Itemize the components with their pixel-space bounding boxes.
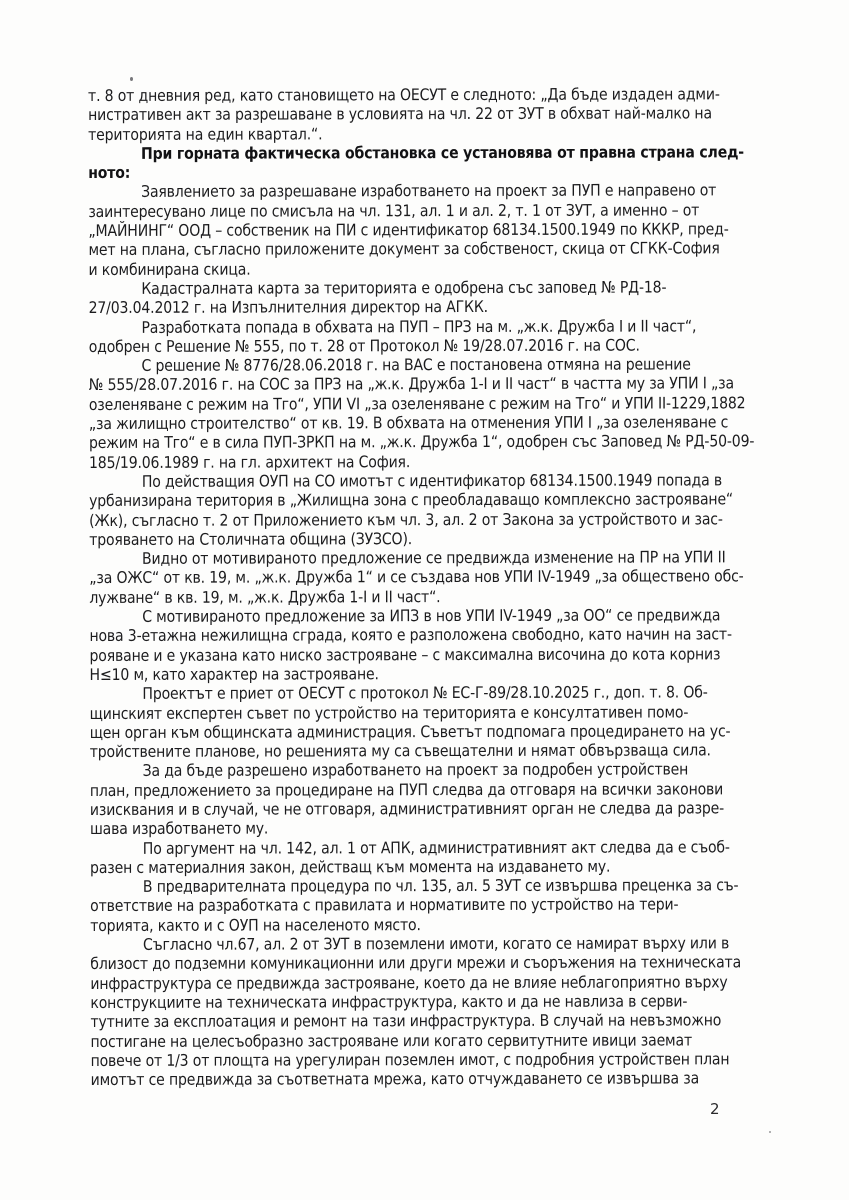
text-line: инфраструктура се предвижда застрояване, което да не влияе неблагоприятно върху	[90, 971, 728, 993]
text-line: шава изработването му.	[89, 818, 269, 839]
text-line: „за ОЖС“ от кв. 19, м. „ж.к. Дружба 1“ и се създава нов УПИ IV-1949 „за обществено обс-	[89, 566, 744, 588]
text-line: територията на един квартал.“.	[88, 123, 323, 144]
scan-speck	[130, 77, 133, 81]
document-text	[88, 84, 791, 1089]
text-line: постигане на целесъобразно застрояване или когато сервитутните ивици заемат	[90, 1029, 692, 1051]
text-line: щинският експертен съвет по устройство на територията е консултативен помо-	[89, 701, 689, 723]
text-line: (Жк), съгласно т. 2 от Приложението към чл. 3, ал. 2 от Закона за устройството и зас-	[89, 508, 723, 530]
text-line: конструкциите на техническата инфраструктура, както и да не навлиза в серви-	[90, 991, 688, 1012]
text-line: изисквания и в случай, че не отговаря, административният орган не следва да разре-	[89, 798, 725, 819]
text-line: тутните за експлоатация и ремонт на тази инфраструктура. В случай на невъзможно	[90, 1010, 722, 1032]
text-line: 185/19.06.1989 г. на гл. архитект на София.	[88, 451, 411, 472]
text-line: и комбинирана скица.	[88, 259, 251, 279]
text-line: тройствените планове, но решенията му са съвещателни и нямат обвързваща сила.	[89, 740, 711, 762]
text-line: повече от 1/3 от площта на урегулиран поземлен имот, с подробния устройствен план	[90, 1049, 730, 1070]
text-line: С мотивираното предложение за ИПЗ в нов УПИ IV-1949 „за ОО“ се предвижда	[142, 605, 721, 626]
text-line: нистративен акт за разрешаване в условията на чл. 22 от ЗУТ в обхват най-малко на	[88, 103, 712, 125]
text-line: „за жилищно строителство“ от кв. 19. В обхвата на отменения УПИ I „за озеленяване с	[88, 412, 729, 434]
text-line: В предварителната процедура по чл. 135, ал. 5 ЗУТ се извършва преценка за съ-	[142, 875, 739, 897]
text-line: лужване“ в кв. 19, м. „ж.к. Дружба 1-I и II част“.	[89, 586, 441, 607]
text-line: рояване и е указана като ниско застрояване – с максимална височина до кота корниз	[89, 643, 721, 665]
text-line: 27/03.04.2012 г. на Изпълнителния директор на АГКК.	[88, 297, 488, 318]
text-line: т. 8 от дневния ред, като становището на ОЕСУТ е следното: „Да бъде издаден адми-	[88, 84, 720, 105]
text-line: Заявлението за разрешаване изработването на проект за ПУП е направено от	[141, 180, 717, 202]
text-line: имотът се предвижда за съответната мрежа, като отчуждаването се извършва за	[90, 1068, 700, 1090]
text-line: Видно от мотивираното предложение се предвижда изменение на ПР на УПИ II	[142, 547, 726, 568]
text-line: Проектът е приет от ОЕСУТ с протокол № ЕС-Г-89/28.10.2025 г., доп. т. 8. Об-	[142, 682, 708, 704]
text-line: Разработката попада в обхвата на ПУП – ПРЗ на м. „ж.к. Дружба I и II част“,	[141, 315, 697, 337]
text-line: щен орган към общинската администрация. Съветът подпомага процедирането на ус-	[89, 721, 731, 742]
text-line: урбанизирана територия в „Жилищна зона с преобладаващо комплексно застрояване“	[89, 489, 734, 511]
text-line: торията, както и с ОУП на населеното място.	[90, 914, 421, 935]
text-line: разен с материалния закон, действащ към момента на издаването му.	[90, 856, 611, 877]
text-line: режим на Тго“ е в сила ПУП-ЗРКП на м. „ж.к. Дружба 1“, одобрен със Заповед № РД-50-09-	[88, 431, 755, 453]
text-line: ното:	[88, 163, 131, 183]
text-line: „МАЙНИНГ“ ООД – собственик на ПИ с идентификатор 68134.1500.1949 по КККР, пред-	[88, 219, 729, 241]
text-line: Съгласно чл.67, ал. 2 от ЗУТ в поземлени имоти, когато се намират върху или в	[143, 933, 730, 954]
text-line: Н≤10 м, като характер на застрояване.	[89, 664, 379, 684]
text-line: заинтересувано лице по смисъла на чл. 131, ал. 1 и ал. 2, т. 1 от ЗУТ, а именно – от	[88, 200, 700, 221]
text-line: трояването на Столичната община (ЗУЗСО).	[89, 528, 413, 549]
text-line: За да бъде разрешено изработването на проект за подробен устройствен	[142, 759, 689, 781]
text-line: одобрен с Решение № 555, по т. 28 от Протокол № 19/28.07.2016 г. на СОС.	[88, 335, 640, 356]
text-line: озеленяване с режим на Тго“, УПИ VI „за озеленяване с режим на Тго“ и УПИ II-1229,1882	[88, 393, 746, 414]
text-line: По аргумент на чл. 142, ал. 1 от АПК, административният акт следва да е съоб-	[142, 836, 730, 858]
page-number: 2	[710, 1100, 720, 1118]
text-line: ответствие на разработката с правилата и нормативите по устройство на тери-	[90, 894, 679, 916]
text-line: Кадастралната карта за територията е одобрена със заповед № РД-18-	[141, 277, 667, 298]
text-line: № 555/28.07.2016 г. на СОС за ПРЗ на „ж.к. Дружба 1-I и II част“ в частта му за УПИ I „за	[88, 373, 734, 395]
text-line: близост до подземни комуникационни или други мрежи и съоръжения на техническата	[90, 952, 742, 974]
text-line: нова 3-етажна нежилищна сграда, която е разположена свободно, като начин на заст-	[89, 624, 732, 646]
text-line: При горната фактическа обстановка се установява от правна страна след-	[140, 142, 744, 163]
scan-speck	[769, 1131, 771, 1133]
text-line: По действащия ОУП на СО имотът с идентификатор 68134.1500.1949 попада в	[141, 470, 723, 491]
text-line: план, предложението за процедиране на ПУП следва да отговаря на всички законови	[89, 779, 724, 800]
text-line: мет на плана, съгласно приложените документ за собственост, скица от СГКК-София	[88, 238, 720, 260]
text-line: С решение № 8776/28.06.2018 г. на ВАС е постановена отмяна на решение	[141, 354, 691, 376]
